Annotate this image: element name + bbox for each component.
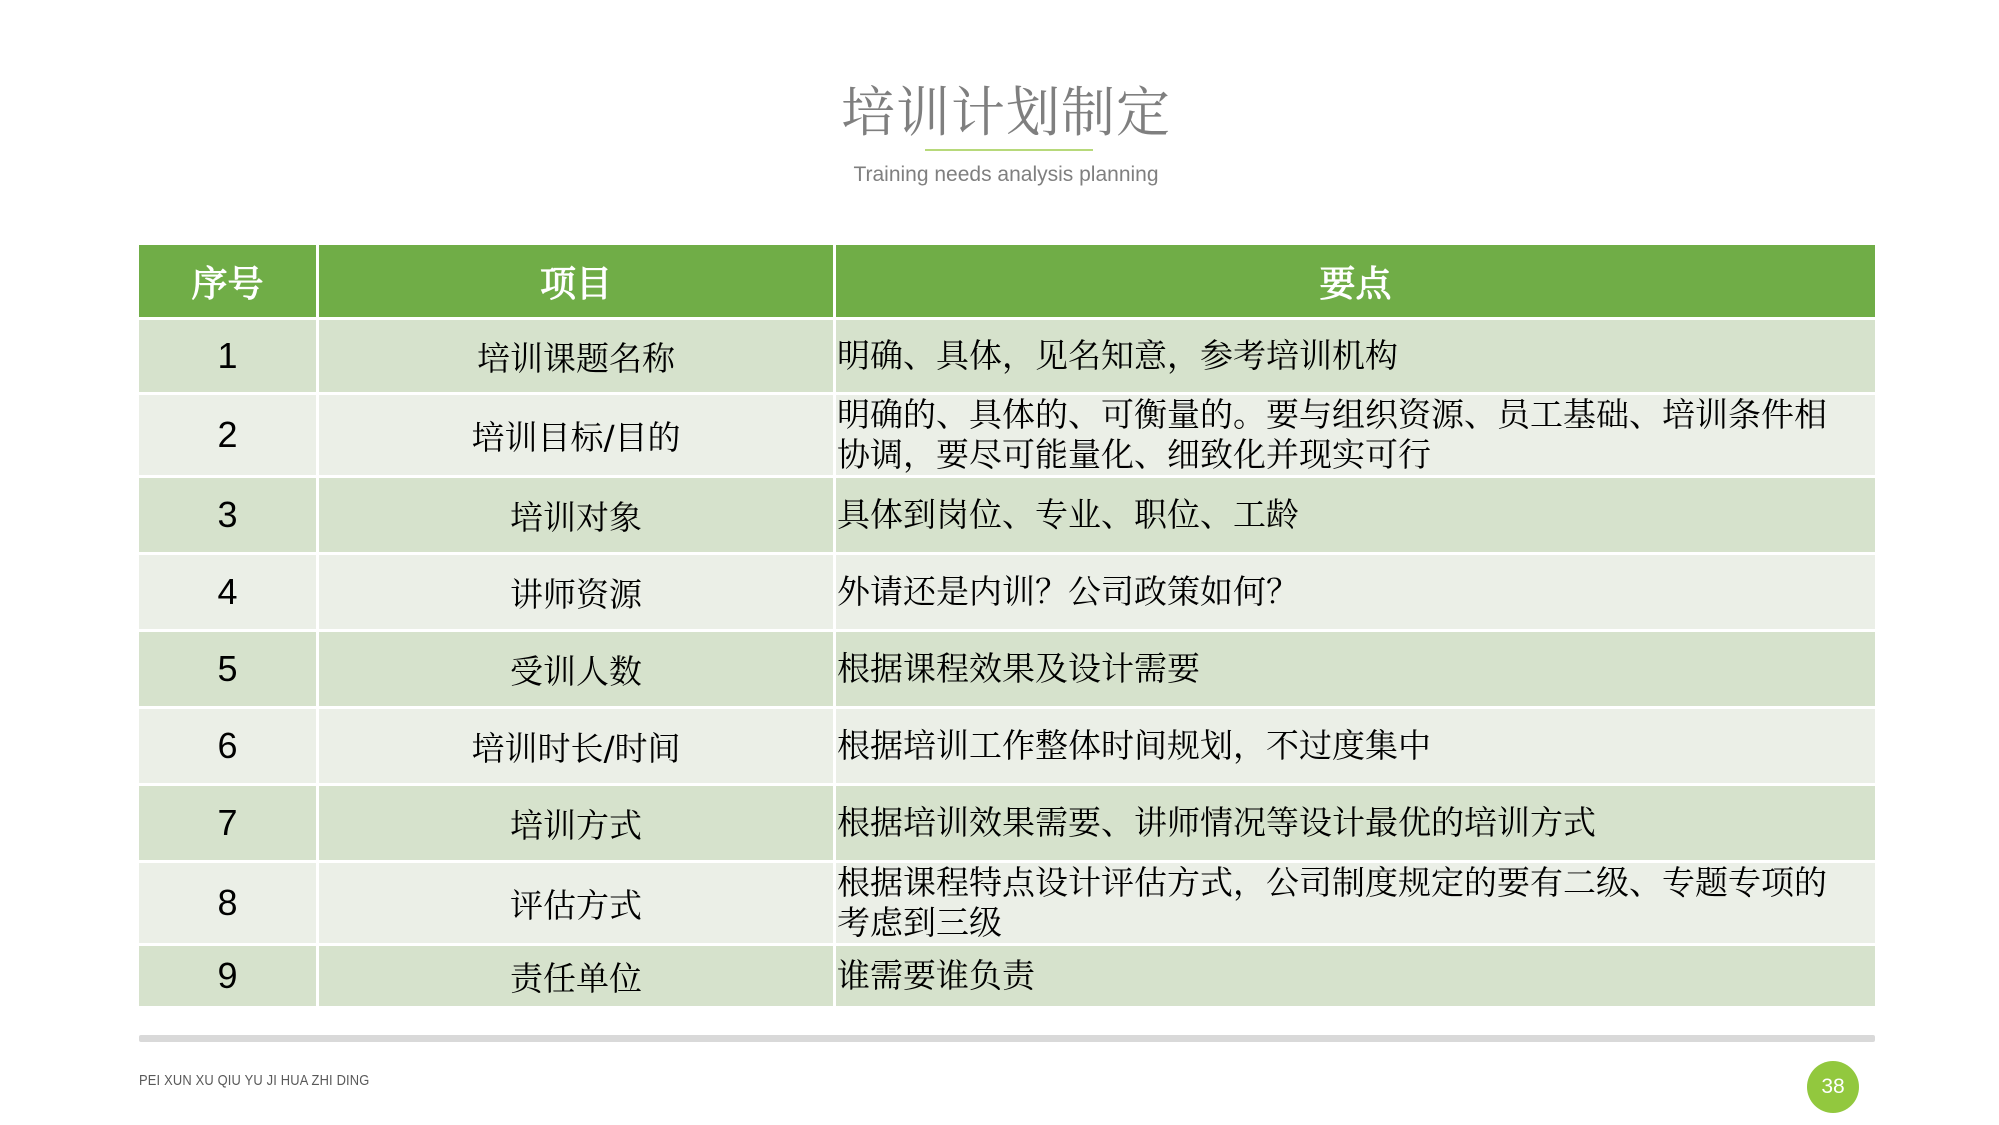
row-key-point: 具体到岗位、专业、职位、工龄	[836, 478, 1875, 555]
row-item: 受训人数	[319, 632, 836, 709]
row-key-point: 谁需要谁负责	[836, 946, 1875, 1009]
bottom-divider	[139, 1035, 1875, 1042]
row-item: 培训目标/目的	[319, 395, 836, 478]
training-plan-table	[139, 245, 1875, 1009]
table-row	[139, 786, 1875, 863]
row-key-point: 外请还是内训？公司政策如何？	[836, 555, 1875, 632]
footer-pinyin: PEI XUN XU QIU YU JI HUA ZHI DING	[139, 1072, 370, 1089]
row-number: 1	[139, 320, 319, 395]
row-key-point: 根据课程特点设计评估方式，公司制度规定的要有二级、专题专项的考虑到三级	[836, 863, 1875, 946]
row-item: 评估方式	[319, 863, 836, 946]
table-row	[139, 632, 1875, 709]
row-number: 8	[139, 863, 319, 946]
row-key-point: 根据培训效果需要、讲师情况等设计最优的培训方式	[836, 786, 1875, 863]
table-row	[139, 946, 1875, 1009]
slide-title: 培训计划制定	[841, 81, 1171, 144]
row-number: 4	[139, 555, 319, 632]
row-number: 2	[139, 395, 319, 478]
row-key-point: 明确、具体，见名知意，参考培训机构	[836, 320, 1875, 395]
row-number: 6	[139, 709, 319, 786]
table-row	[139, 395, 1875, 478]
row-item: 培训时长/时间	[319, 709, 836, 786]
row-item: 责任单位	[319, 946, 836, 1009]
row-item: 讲师资源	[319, 555, 836, 632]
header-number: 序号	[139, 245, 319, 320]
table-row	[139, 863, 1875, 946]
title-underline	[925, 149, 1093, 151]
table-row	[139, 478, 1875, 555]
row-number: 7	[139, 786, 319, 863]
row-key-point: 明确的、具体的、可衡量的。要与组织资源、员工基础、培训条件相协调，要尽可能量化、细致化并现实可行	[836, 395, 1875, 478]
header-item: 项目	[319, 245, 836, 320]
slide-subtitle: Training needs analysis planning	[853, 163, 1159, 186]
row-number: 3	[139, 478, 319, 555]
page-number-badge: 38	[1807, 1061, 1859, 1113]
table-row	[139, 320, 1875, 395]
row-number: 5	[139, 632, 319, 709]
table-row	[139, 709, 1875, 786]
row-item: 培训方式	[319, 786, 836, 863]
table-header-row	[139, 245, 1875, 320]
row-item: 培训课题名称	[319, 320, 836, 395]
row-key-point: 根据课程效果及设计需要	[836, 632, 1875, 709]
row-key-point: 根据培训工作整体时间规划，不过度集中	[836, 709, 1875, 786]
row-number: 9	[139, 946, 319, 1009]
table-row	[139, 555, 1875, 632]
row-item: 培训对象	[319, 478, 836, 555]
header-key-points: 要点	[836, 245, 1875, 320]
